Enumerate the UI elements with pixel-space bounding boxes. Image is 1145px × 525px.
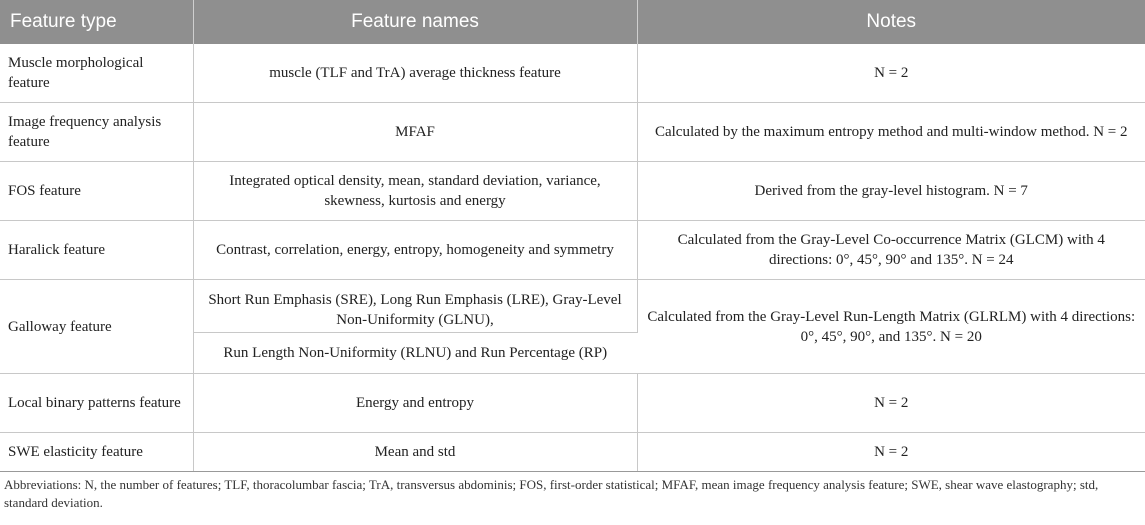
feature-type-cell: Muscle morphological feature [0,44,193,103]
table-row [0,280,1145,333]
notes-cell: Calculated by the maximum entropy method and multi-window method. N = 2 [637,103,1145,162]
notes-cell: N = 2 [637,44,1145,103]
notes-cell: Derived from the gray-level histogram. N = 7 [637,162,1145,221]
feature-names-cell: muscle (TLF and TrA) average thickness feature [193,44,637,103]
feature-type-cell: Local binary patterns feature [0,374,193,433]
feature-names-cell: Run Length Non-Uniformity (RLNU) and Run Percentage (RP) [193,333,637,374]
abbreviations-footnote: Abbreviations: N, the number of features; TLF, thoracolumbar fascia; TrA, transversus abdominis; FOS, first-order statistical; MFAF, mean image frequency analysis feature; SWE, shear wave elastography; std, standard deviation. [4,477,1099,510]
feature-type-cell: Haralick feature [0,221,193,280]
notes-cell: N = 2 [637,433,1145,472]
feature-names-cell: Integrated optical density, mean, standard deviation, variance, skewness, kurtosis and energy [193,162,637,221]
feature-names-cell: Short Run Emphasis (SRE), Long Run Emphasis (LRE), Gray-Level Non-Uniformity (GLNU), [193,280,637,333]
feature-names-cell: Mean and std [193,433,637,472]
table-row [0,433,1145,472]
table-row [0,221,1145,280]
feature-names-cell: Contrast, correlation, energy, entropy, homogeneity and symmetry [193,221,637,280]
header-row [0,0,1145,44]
feature-names-cell: MFAF [193,103,637,162]
feature-type-cell: Image frequency analysis feature [0,103,193,162]
header-feature-names: Feature names [193,0,637,44]
table-row [0,103,1145,162]
feature-type-cell: Galloway feature [0,280,193,374]
feature-type-cell: FOS feature [0,162,193,221]
table-row [0,162,1145,221]
table-row [0,44,1145,103]
notes-cell: Calculated from the Gray-Level Co-occurrence Matrix (GLCM) with 4 directions: 0°, 45°, 90° and 135°. N = 24 [637,221,1145,280]
notes-cell: Calculated from the Gray-Level Run-Length Matrix (GLRLM) with 4 directions: 0°, 45°, 90°, and 135°. N = 20 [637,280,1145,374]
feature-names-cell: Energy and entropy [193,374,637,433]
table-row [0,374,1145,433]
header-feature-type: Feature type [0,0,193,44]
notes-cell: N = 2 [637,374,1145,433]
header-notes: Notes [637,0,1145,44]
feature-type-cell: SWE elasticity feature [0,433,193,472]
